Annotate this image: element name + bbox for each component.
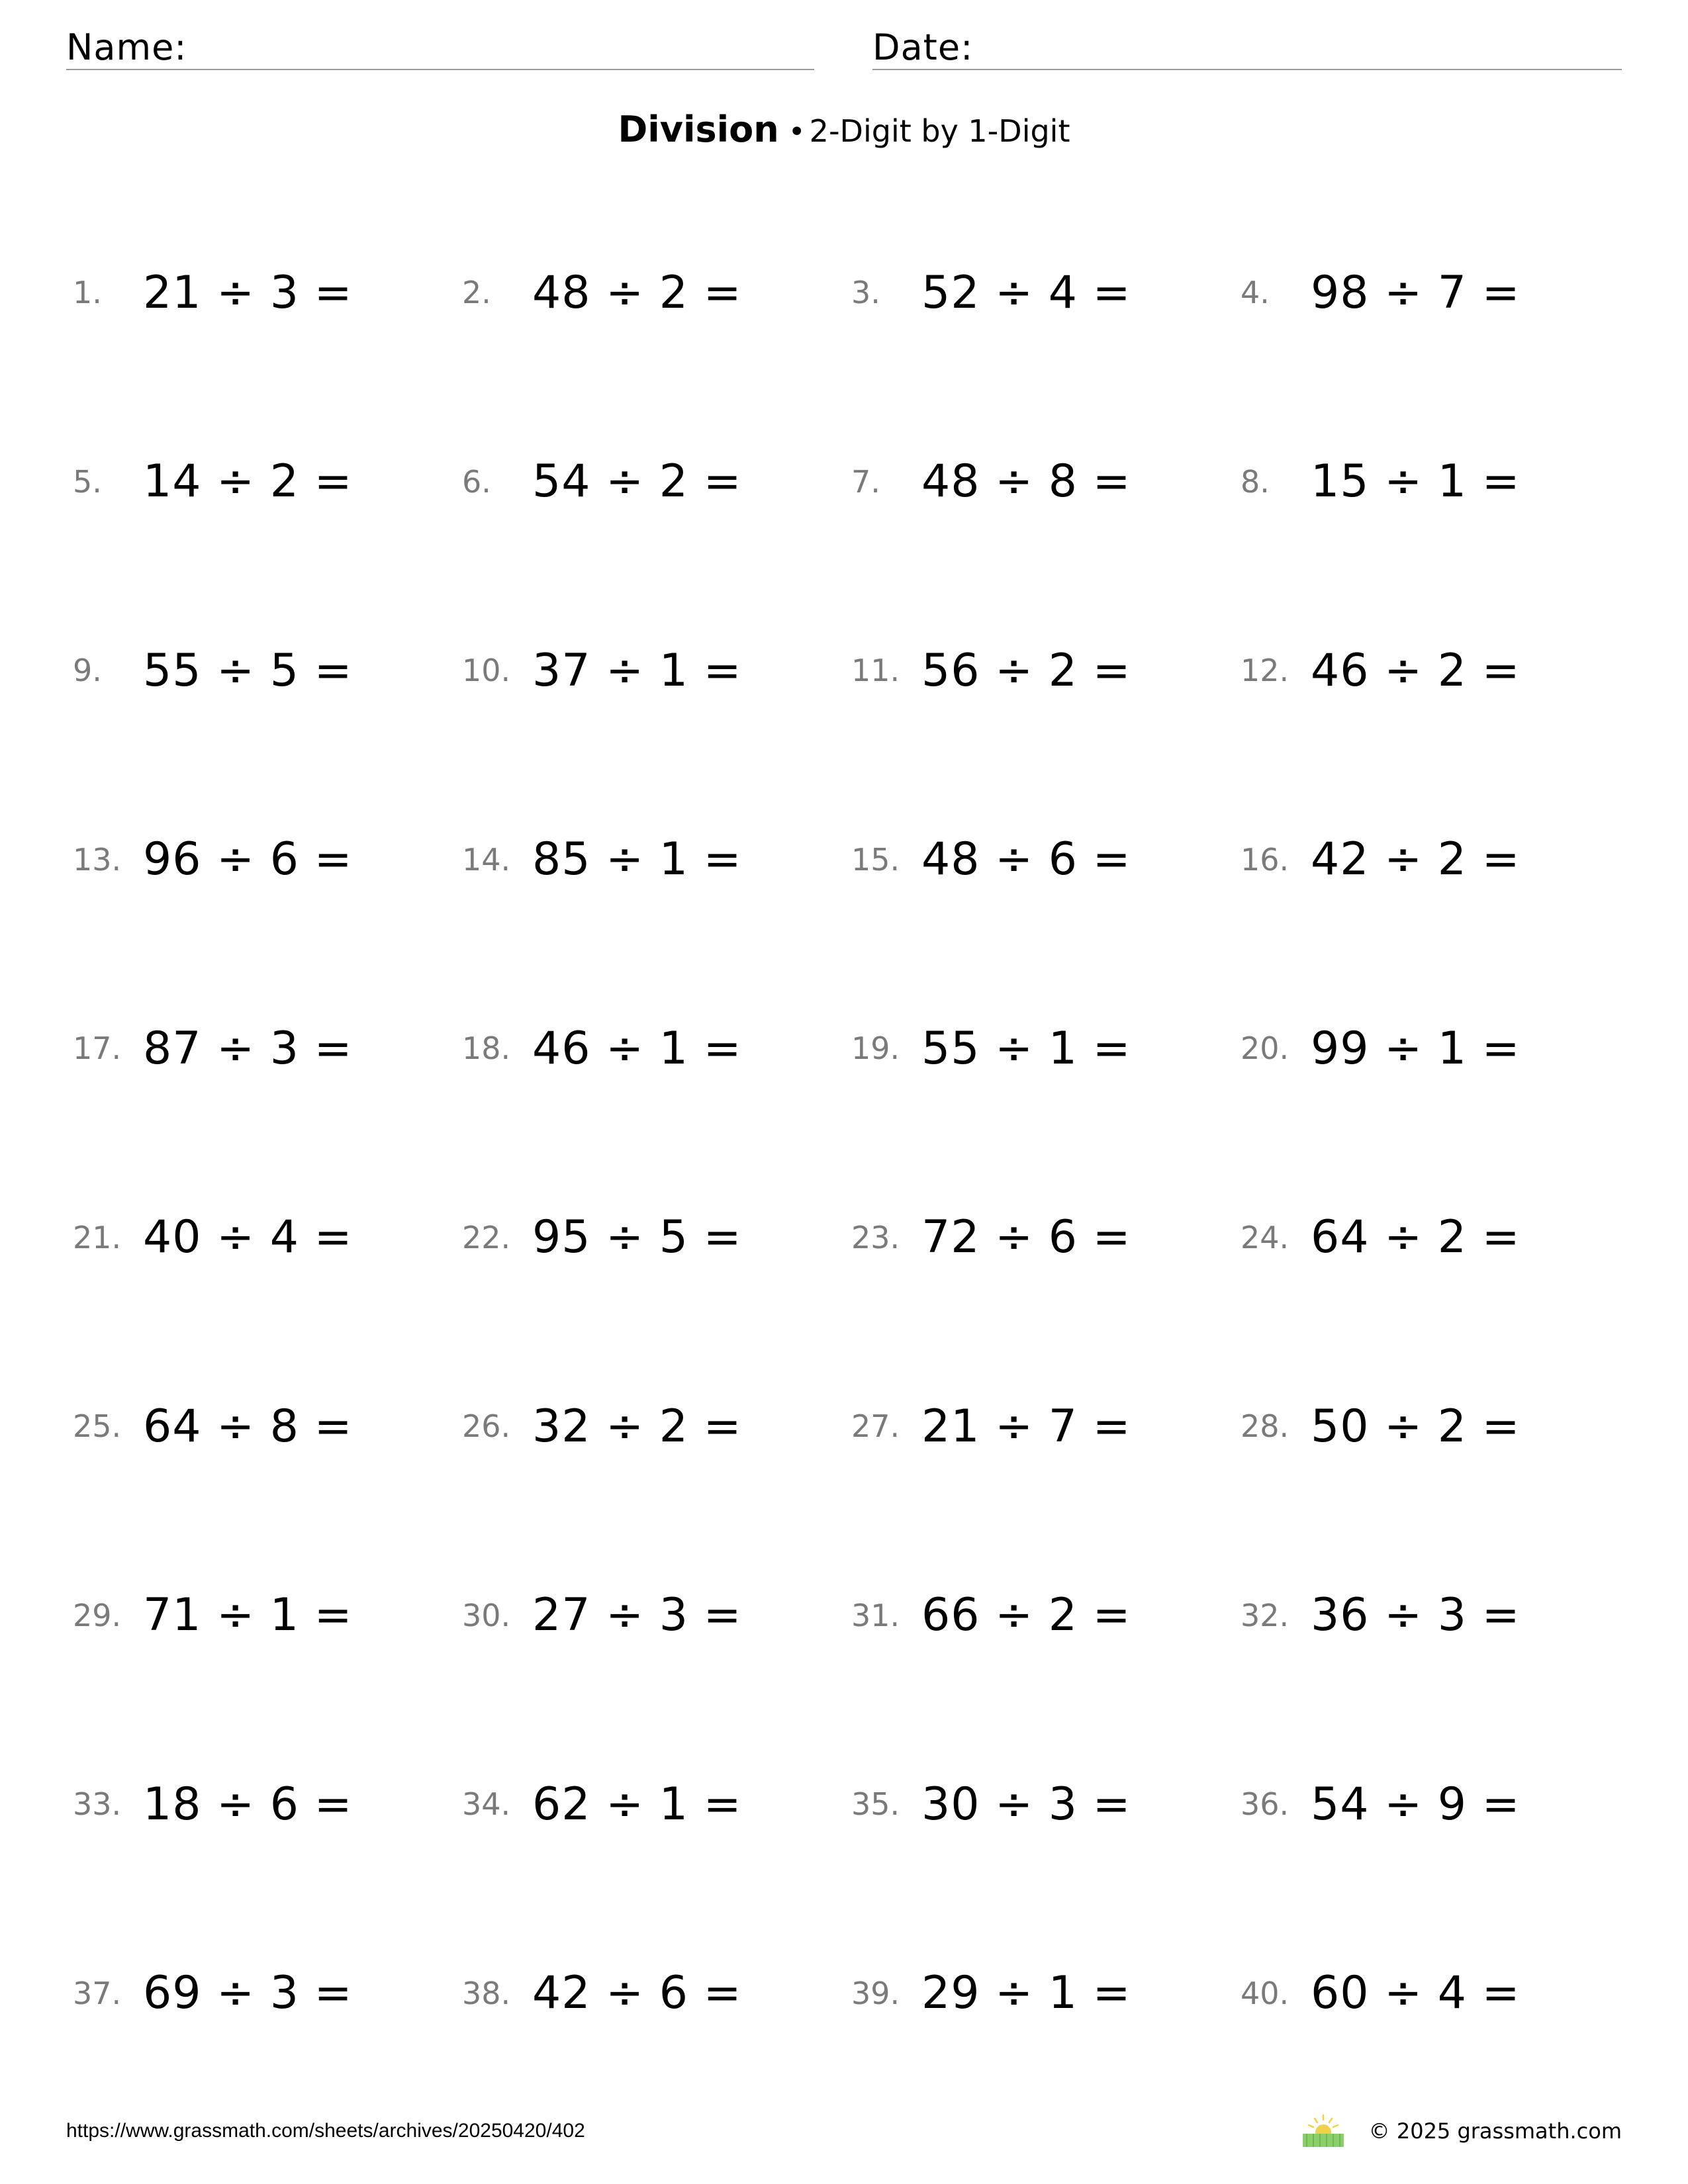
problem-number: 11. xyxy=(851,653,900,688)
problem-item xyxy=(1241,245,1630,340)
problem-expression: 29 ÷ 1 = xyxy=(921,1967,1131,2019)
title-main: Division xyxy=(618,109,779,150)
problem-item xyxy=(1241,1946,1630,2041)
problem-expression: 42 ÷ 2 = xyxy=(1311,833,1521,886)
problem-number: 12. xyxy=(1241,653,1289,688)
problem-expression: 42 ÷ 6 = xyxy=(532,1967,742,2019)
problem-number: 26. xyxy=(462,1408,511,1444)
problem-expression: 48 ÷ 6 = xyxy=(921,833,1131,886)
problem-number: 18. xyxy=(462,1030,511,1066)
problem-number: 5. xyxy=(73,463,102,500)
problem-number: 7. xyxy=(851,463,880,500)
problem-expression: 60 ÷ 4 = xyxy=(1311,1967,1521,2019)
problem-expression: 27 ÷ 3 = xyxy=(532,1589,742,1641)
problem-grid xyxy=(73,245,1635,2134)
title-subtitle: 2-Digit by 1-Digit xyxy=(809,113,1070,149)
problem-expression: 40 ÷ 4 = xyxy=(143,1211,353,1263)
problem-item xyxy=(851,812,1241,907)
problem-expression: 56 ÷ 2 = xyxy=(921,644,1131,697)
problem-number: 21. xyxy=(73,1219,122,1255)
problem-number: 2. xyxy=(462,275,491,310)
problem-expression: 96 ÷ 6 = xyxy=(143,833,353,886)
problem-number: 16. xyxy=(1241,841,1289,878)
problem-number: 4. xyxy=(1241,275,1270,310)
problem-item xyxy=(1241,1001,1630,1096)
problem-number: 32. xyxy=(1241,1597,1289,1633)
problem-expression: 99 ÷ 1 = xyxy=(1311,1022,1521,1075)
problem-item xyxy=(73,1756,462,1852)
problem-expression: 54 ÷ 9 = xyxy=(1311,1778,1521,1831)
problem-number: 28. xyxy=(1241,1408,1289,1444)
problem-expression: 55 ÷ 5 = xyxy=(143,644,353,697)
problem-expression: 87 ÷ 3 = xyxy=(143,1022,353,1075)
problem-item xyxy=(1241,623,1630,718)
problem-item xyxy=(73,1190,462,1285)
footer-url[interactable]: https://www.grassmath.com/sheets/archives/20250420/402 xyxy=(66,2120,585,2142)
name-label: Name: xyxy=(66,26,187,68)
problem-item xyxy=(1241,434,1630,529)
problem-item xyxy=(851,434,1241,529)
problem-item xyxy=(73,623,462,718)
date-label: Date: xyxy=(872,26,974,68)
problem-number: 29. xyxy=(73,1597,122,1633)
problem-number: 20. xyxy=(1241,1030,1289,1066)
problem-expression: 71 ÷ 1 = xyxy=(143,1589,353,1641)
problem-expression: 37 ÷ 1 = xyxy=(532,644,742,697)
problem-number: 19. xyxy=(851,1030,900,1066)
problem-item xyxy=(462,1568,851,1663)
problem-item xyxy=(462,1946,851,2041)
problem-item xyxy=(462,1756,851,1852)
problem-item xyxy=(1241,1568,1630,1663)
problem-number: 38. xyxy=(462,1975,511,2011)
copyright-text: © 2025 grassmath.com xyxy=(1368,2118,1622,2144)
date-field[interactable] xyxy=(872,26,1622,70)
problem-number: 1. xyxy=(73,275,102,310)
problem-item xyxy=(851,1756,1241,1852)
problem-item xyxy=(73,812,462,907)
problem-expression: 46 ÷ 1 = xyxy=(532,1022,742,1075)
problem-number: 35. xyxy=(851,1786,900,1822)
problem-item xyxy=(851,1568,1241,1663)
problem-number: 14. xyxy=(462,841,511,878)
problem-number: 9. xyxy=(73,653,102,688)
problem-expression: 48 ÷ 2 = xyxy=(532,266,742,319)
problem-item xyxy=(1241,812,1630,907)
problem-expression: 18 ÷ 6 = xyxy=(143,1778,353,1831)
problem-expression: 54 ÷ 2 = xyxy=(532,455,742,508)
problem-expression: 64 ÷ 8 = xyxy=(143,1400,353,1453)
problem-expression: 52 ÷ 4 = xyxy=(921,266,1131,319)
problem-expression: 32 ÷ 2 = xyxy=(532,1400,742,1453)
problem-number: 36. xyxy=(1241,1786,1289,1822)
problem-item xyxy=(73,1946,462,2041)
problem-number: 13. xyxy=(73,841,122,878)
problem-number: 40. xyxy=(1241,1975,1289,2011)
problem-item xyxy=(851,1946,1241,2041)
problem-item xyxy=(73,1001,462,1096)
problem-expression: 15 ÷ 1 = xyxy=(1311,455,1521,508)
problem-item xyxy=(851,1190,1241,1285)
problem-expression: 50 ÷ 2 = xyxy=(1311,1400,1521,1453)
problem-item xyxy=(1241,1379,1630,1474)
problem-number: 22. xyxy=(462,1219,511,1255)
problem-expression: 55 ÷ 1 = xyxy=(921,1022,1131,1075)
problem-expression: 69 ÷ 3 = xyxy=(143,1967,353,2019)
problem-item xyxy=(1241,1190,1630,1285)
problem-item xyxy=(462,1190,851,1285)
problem-expression: 48 ÷ 8 = xyxy=(921,455,1131,508)
problem-expression: 14 ÷ 2 = xyxy=(143,455,353,508)
problem-item xyxy=(851,245,1241,340)
problem-number: 34. xyxy=(462,1786,511,1822)
problem-item xyxy=(851,1379,1241,1474)
problem-expression: 98 ÷ 7 = xyxy=(1311,266,1521,319)
problem-expression: 21 ÷ 7 = xyxy=(921,1400,1131,1453)
problem-number: 33. xyxy=(73,1786,122,1822)
problem-expression: 46 ÷ 2 = xyxy=(1311,644,1521,697)
problem-item xyxy=(851,623,1241,718)
problem-item xyxy=(462,623,851,718)
problem-expression: 66 ÷ 2 = xyxy=(921,1589,1131,1641)
problem-expression: 62 ÷ 1 = xyxy=(532,1778,742,1831)
problem-item xyxy=(73,434,462,529)
problem-expression: 85 ÷ 1 = xyxy=(532,833,742,886)
problem-item xyxy=(462,1379,851,1474)
problem-number: 10. xyxy=(462,653,511,688)
problem-expression: 36 ÷ 3 = xyxy=(1311,1589,1521,1641)
problem-number: 8. xyxy=(1241,463,1270,500)
problem-number: 30. xyxy=(462,1597,511,1633)
problem-number: 6. xyxy=(462,463,491,500)
problem-number: 25. xyxy=(73,1408,122,1444)
problem-item xyxy=(73,1379,462,1474)
problem-expression: 72 ÷ 6 = xyxy=(921,1211,1131,1263)
problem-item xyxy=(462,812,851,907)
worksheet-title xyxy=(0,106,1688,156)
problem-item xyxy=(462,1001,851,1096)
problem-item xyxy=(1241,1756,1630,1852)
problem-expression: 21 ÷ 3 = xyxy=(143,266,353,319)
problem-number: 31. xyxy=(851,1597,900,1633)
problem-expression: 64 ÷ 2 = xyxy=(1311,1211,1521,1263)
problem-number: 39. xyxy=(851,1975,900,2011)
problem-item xyxy=(73,1568,462,1663)
problem-number: 23. xyxy=(851,1219,900,1255)
title-separator: • xyxy=(788,115,806,149)
problem-expression: 95 ÷ 5 = xyxy=(532,1211,742,1263)
problem-item xyxy=(462,434,851,529)
name-field[interactable] xyxy=(66,26,814,70)
problem-number: 27. xyxy=(851,1408,900,1444)
problem-number: 24. xyxy=(1241,1219,1289,1255)
problem-item xyxy=(73,245,462,340)
problem-item xyxy=(851,1001,1241,1096)
problem-number: 15. xyxy=(851,841,900,878)
worksheet-header xyxy=(0,0,1688,73)
footer-brand xyxy=(1300,2111,1622,2151)
problem-item xyxy=(462,245,851,340)
problem-number: 17. xyxy=(73,1030,122,1066)
problem-number: 37. xyxy=(73,1975,122,2011)
problem-expression: 30 ÷ 3 = xyxy=(921,1778,1131,1831)
problem-number: 3. xyxy=(851,275,880,310)
sun-over-grass-icon xyxy=(1300,2114,1346,2148)
